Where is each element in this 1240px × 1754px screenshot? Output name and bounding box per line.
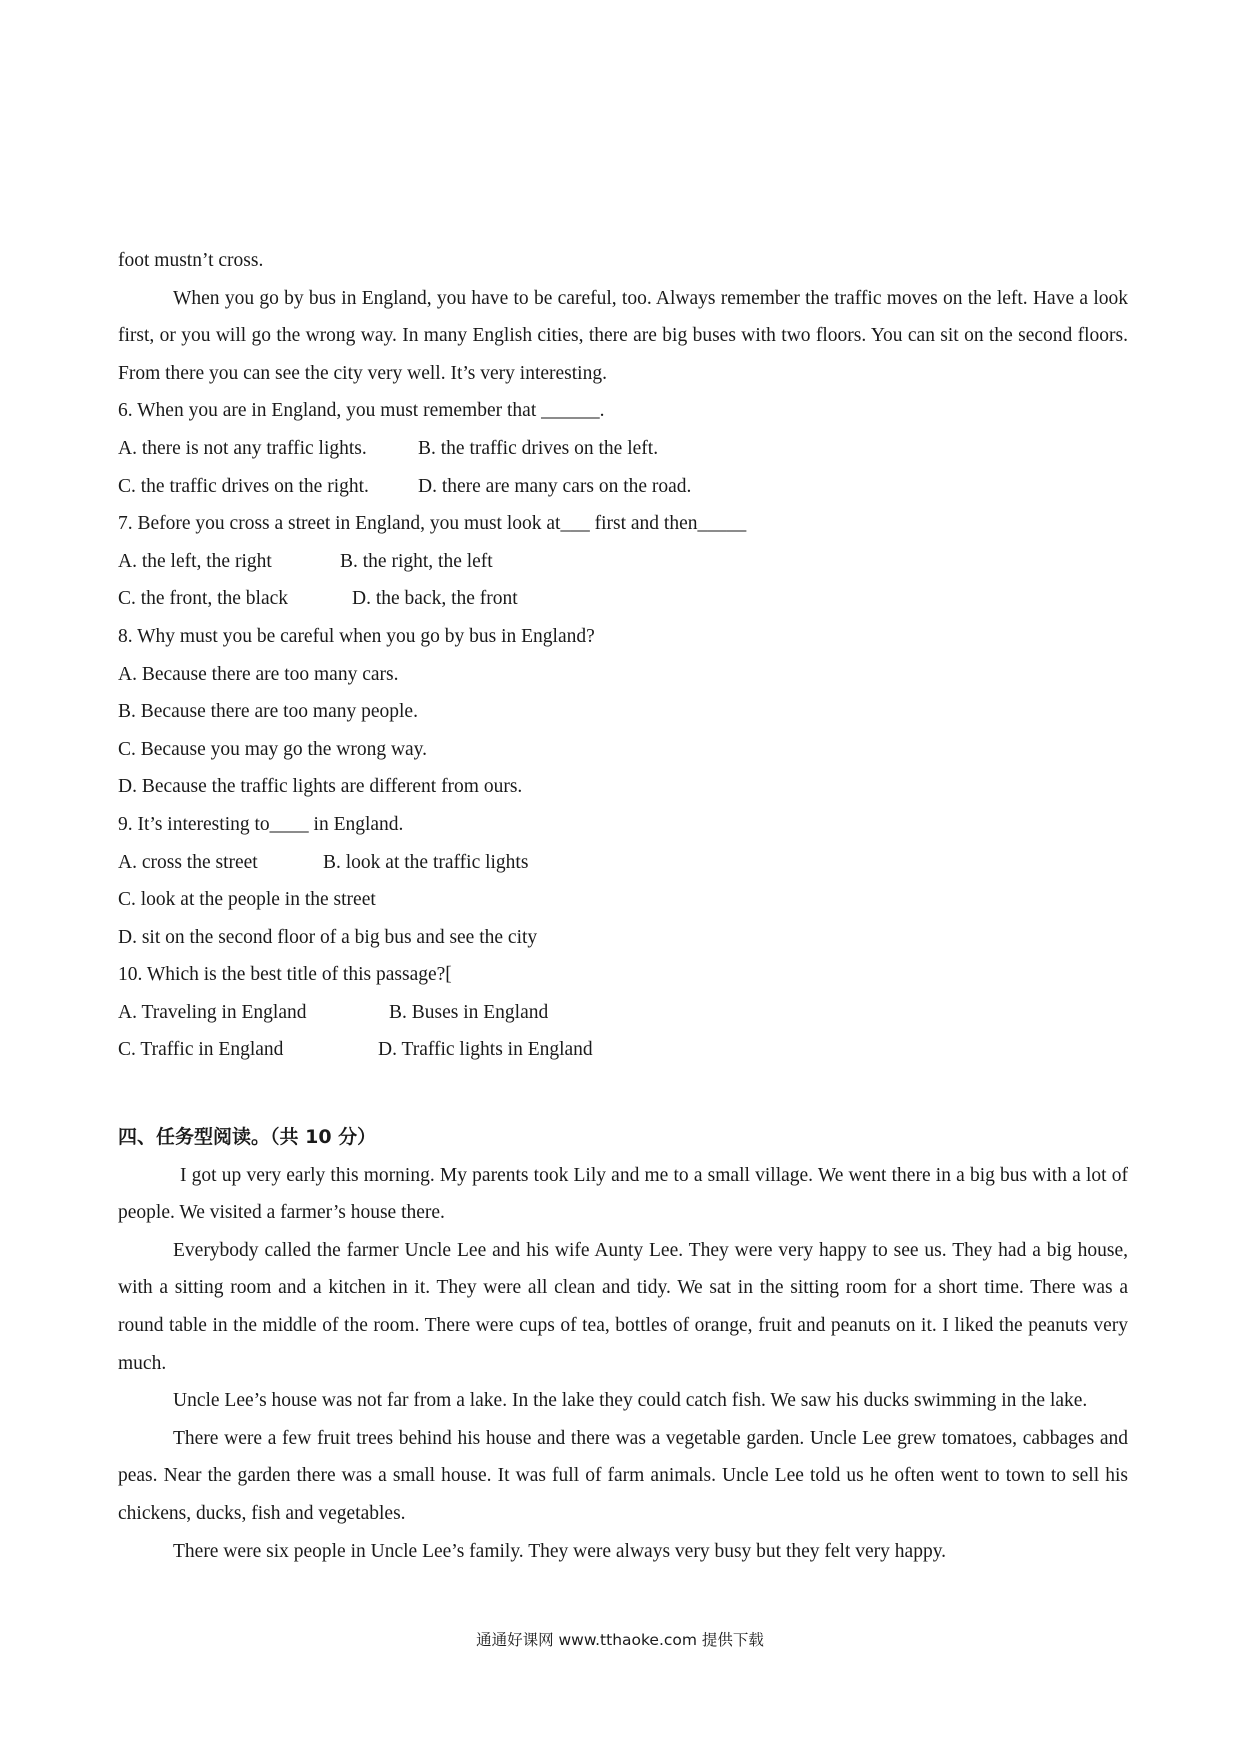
- option-b: B. the right, the left: [340, 550, 493, 572]
- section4-paragraph-2: Everybody called the farmer Uncle Lee and his wife Aunty Lee. They were very happy to see us. They had a big house, with a sitting room and a kitchen in it. They were all clean and tidy. We sat in the sitting room for a short time. There was a round table in the middle of the room. There were cups of tea, bottles of orange, fruit and peanuts on it. I liked the peanuts very much.: [118, 1239, 1128, 1374]
- question-6: [118, 392, 1128, 505]
- question-stem: 10. Which is the best title of this passage?[: [118, 964, 452, 986]
- option-c: C. look at the people in the street: [118, 889, 376, 911]
- option-d: D. Because the traffic lights are different from ours.: [118, 776, 523, 798]
- option-a: A. there is not any traffic lights.: [118, 437, 367, 459]
- question-stem: 6. When you are in England, you must remember that ______.: [118, 400, 605, 422]
- option-a: A. Traveling in England: [118, 1001, 307, 1023]
- section4-paragraph-5: There were six people in Uncle Lee’s family. They were always very busy but they felt very happy.: [173, 1540, 947, 1562]
- option-b: B. Buses in England: [389, 1001, 549, 1023]
- question-7: [118, 505, 1128, 618]
- option-b: B. the traffic drives on the left.: [418, 437, 659, 459]
- option-a: A. cross the street: [118, 851, 258, 873]
- option-a: A. the left, the right: [118, 550, 272, 572]
- question-10: [118, 956, 1128, 1069]
- section4-paragraph-1: I got up very early this morning. My parents took Lily and me to a small village. We went there in a big bus with a lot of people. We visited a farmer’s house there.: [118, 1164, 1128, 1224]
- option-d: D. Traffic lights in England: [378, 1039, 593, 1061]
- question-9: [118, 806, 1128, 956]
- option-row: [118, 468, 1128, 506]
- passage-line: foot mustn’t cross.: [118, 250, 264, 271]
- option-d: D. there are many cars on the road.: [418, 475, 692, 497]
- option-c: C. Because you may go the wrong way.: [118, 738, 428, 760]
- question-8: [118, 618, 1128, 806]
- question-stem: 8. Why must you be careful when you go by bus in England?: [118, 625, 595, 647]
- page-content: [118, 242, 1128, 1570]
- passage-paragraph-bus: When you go by bus in England, you have to be careful, too. Always remember the traffic moves on the left. Have a look first, or you will go the wrong way. In many English cities, there are big buses with two floors. You can sit on the second floors. From there you can see the city very well. It’s very interesting.: [118, 287, 1128, 384]
- option-c: C. the traffic drives on the right.: [118, 475, 369, 497]
- option-row: [118, 844, 1128, 882]
- option-c: C. the front, the black: [118, 588, 289, 610]
- question-stem: 7. Before you cross a street in England, you must look at___ first and then_____: [118, 513, 747, 535]
- option-row: [118, 1031, 1128, 1069]
- option-row: [118, 430, 1128, 468]
- option-b: B. look at the traffic lights: [323, 851, 529, 873]
- question-stem: 9. It’s interesting to____ in England.: [118, 813, 404, 835]
- option-a: A. Because there are too many cars.: [118, 663, 399, 685]
- option-row: [118, 580, 1128, 618]
- page-footer: 通通好课网 www.tthaoke.com 提供下载: [476, 1631, 764, 1649]
- option-d: D. the back, the front: [352, 588, 518, 610]
- section4-paragraph-3: Uncle Lee’s house was not far from a lake. In the lake they could catch fish. We saw his ducks swimming in the lake.: [173, 1390, 1088, 1412]
- option-row: [118, 543, 1128, 581]
- option-row: [118, 994, 1128, 1032]
- option-d: D. sit on the second floor of a big bus and see the city: [118, 926, 538, 948]
- option-b: B. Because there are too many people.: [118, 701, 418, 723]
- section-title: 四、任务型阅读。（共 10 分）: [118, 1126, 377, 1149]
- section4-paragraph-4: There were a few fruit trees behind his house and there was a vegetable garden. Uncle Lee grew tomatoes, cabbages and peas. Near the garden there was a small house. It was full of farm animals. Uncle Lee told us he often went to town to sell his chickens, ducks, fish and vegetables.: [118, 1427, 1128, 1524]
- spacer: [118, 1069, 1128, 1107]
- option-c: C. Traffic in England: [118, 1039, 284, 1061]
